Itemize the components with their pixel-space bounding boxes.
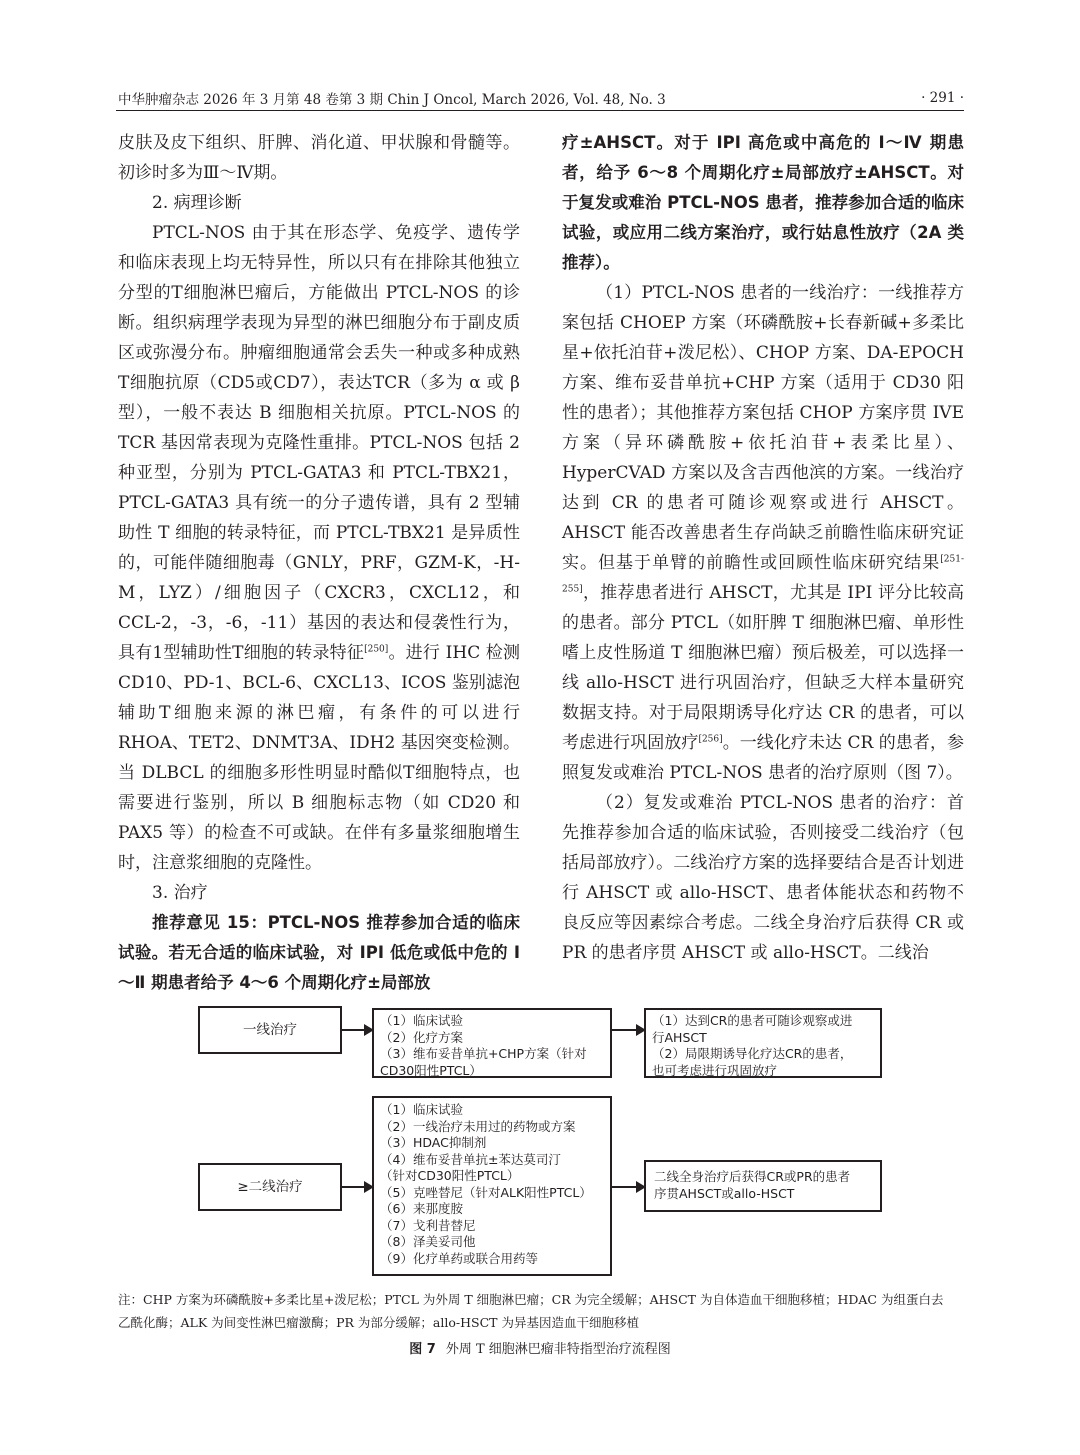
figure-caption (0, 1338, 1080, 1357)
section-heading-treatment: 3. 治疗 (152, 883, 208, 903)
recommendation-15: 推荐意见 15：PTCL-NOS 推荐参加合适的临床试验。若无合适的临床试验，对 IPI 低危或低中危的 Ⅰ～Ⅱ 期患者给予 4～6 个周期化疗±局部放 (118, 913, 520, 992)
page-number: · 291 · (921, 90, 964, 106)
arrow (612, 1186, 644, 1188)
figure-note: 注：CHP 方案为环磷酰胺+多柔比星+泼尼松；PTCL 为外周 T 细胞淋巴瘤；CR 为完全缓解；AHSCT 为自体造血干细胞移植；HDAC 为组蛋白去乙酰化酶；ALK 为间变性淋巴瘤激酶；PR 为部分缓解；allo-HSCT 为异基因造血干细胞移植 (118, 1292, 944, 1330)
second-line-label-box: ≥二线治疗 (198, 1163, 342, 1211)
citation: [250] (364, 644, 389, 655)
first-line-outcome-box: （1）达到CR的患者可随诊观察或进 行AHSCT （2）局限期诱导化疗达CR的患者， 也可考虑进行巩固放疗 (644, 1008, 882, 1078)
first-line-label-box: 一线治疗 (198, 1006, 342, 1054)
paragraph-first-line-treatment: （1）PTCL-NOS 患者的一线治疗：一线推荐方案包括 CHOEP 方案（环磷酰胺+长春新碱+多柔比星+依托泊苷+泼尼松）、CHOP 方案、DA-EPOCH 方案、维布妥昔单抗+CHP 方案（适用于 CD30 阳性的患者）；其他推荐方案包括 CHOP 方案序贯 IVE 方案（异环磷酰胺+依托泊苷+表柔比星）、HyperCVAD 方案以及含吉西他滨的方案。一线治疗达到 CR 的患者可随诊观察或进行 AHSCT。AHSCT 能否改善患者生存尚缺乏前瞻性临床研究证实。但基于单臂的前瞻性或回顾性临床研究结果[251-255]，推荐患者进行 AHSCT，尤其是 IPI 评分比较高的患者。部分 PTCL（如肝脾 T 细胞淋巴瘤、单形性嗜上皮性肠道 T 细胞淋巴瘤）预后极差，可以选择一线 allo-HSCT 进行巩固治疗，但缺乏大样本量研究数据支持。对于局限期诱导化疗达 CR 的患者，可以考虑进行巩固放疗[256]。一线化疗未达 CR 的患者，参照复发或难治 PTCL-NOS 患者的治疗原则（图 7）。 (562, 283, 965, 783)
citation: [256] (698, 734, 723, 745)
arrow (612, 1029, 644, 1031)
recommendation-15-continued: 疗±AHSCT。对于 IPI 高危或中高危的 Ⅰ～Ⅳ 期患者，给予 6～8 个周期化疗±局部放疗±AHSCT。对于复发或难治 PTCL-NOS 患者，推荐参加合适的临床试验，或应用二线方案治疗，或行姑息性放疗（2A 类推荐）。 (562, 133, 964, 272)
first-line-options-box: （1）临床试验 （2）化疗方案 （3）维布妥昔单抗+CHP方案（针对 CD30阳性PTCL） (372, 1008, 612, 1078)
paragraph: 皮肤及皮下组织、肝脾、消化道、甲状腺和骨髓等。初诊时多为Ⅲ～Ⅳ期。 (118, 133, 520, 183)
running-header (118, 86, 964, 110)
figure-title: 外周 T 细胞淋巴瘤非特指型治疗流程图 (445, 1342, 671, 1357)
arrow (342, 1029, 372, 1031)
paragraph-relapsed-treatment: （2）复发或难治 PTCL-NOS 患者的治疗：首先推荐参加合适的临床试验，否则接受二线治疗（包括局部放疗）。二线治疗方案的选择要结合是否计划进行 AHSCT 或 allo-HSCT、患者体能状态和药物不良反应等因素综合考虑。二线全身治疗后获得 CR 或 PR 的患者序贯 AHSCT 或 allo-HSCT。二线治 (562, 793, 964, 963)
arrow (342, 1186, 372, 1188)
citation: [251-255] (562, 554, 964, 595)
paragraph: PTCL-NOS 由于其在形态学、免疫学、遗传学和临床表现上均无特异性，所以只有在排除其他独立分型的T细胞淋巴瘤后，方能做出 PTCL-NOS 的诊断。组织病理学表现为异型的淋巴细胞分布于副皮质区或弥漫分布。肿瘤细胞通常会丢失一种或多种成熟T细胞抗原（CD5或CD7），表达TCR（多为 α 或 β 型），一般不表达 B 细胞相关抗原。PTCL-NOS 的 TCR 基因常表现为克隆性重排。PTCL-NOS 包括 2 种亚型，分别为 PTCL-GATA3 和 PTCL-TBX21，PTCL-GATA3 具有统一的分子遗传谱，具有 2 型辅助性 T 细胞的转录特征，而 PTCL-TBX21 是异质性的，可能伴随细胞毒（GNLY，PRF，GZM-K，-H-M，LYZ）/细胞因子（CXCR3，CXCL12，和 CCL-2，-3，-6，-11）基因的表达和侵袭性行为，具有1型辅助性T细胞的转录特征[250]。进行 IHC 检测 CD10、PD-1、BCL-6、CXCL13、ICOS 鉴别滤泡辅助T细胞来源的淋巴瘤，有条件的可以进行 RHOA、TET2、DNMT3A、IDH2 基因突变检测。当 DLBCL 的细胞多形性明显时酷似T细胞特点，也需要进行鉴别，所以 B 细胞标志物（如 CD20 和 PAX5 等）的检查不可或缺。在伴有多量浆细胞增生时，注意浆细胞的克隆性。 (118, 223, 520, 873)
section-heading-pathology: 2. 病理诊断 (152, 193, 242, 213)
figure-number: 图 7 (409, 1342, 436, 1357)
second-line-outcome-box: 二线全身治疗后获得CR或PR的患者 序贯AHSCT或allo-HSCT (644, 1160, 882, 1212)
journal-citation: 中华肿瘤杂志 2026 年 3 月第 48 卷第 3 期 Chin J Oncol, March 2026, Vol. 48, No. 3 (118, 92, 666, 108)
right-column (562, 128, 964, 968)
second-line-options-box: （1）临床试验 （2）一线治疗未用过的药物或方案 （3）HDAC抑制剂 （4）维布妥昔单抗±苯达莫司汀 （针对CD30阳性PTCL） （5）克唑替尼（针对ALK阳性PTCL） （6）来那度胺 （7）戈利昔替尼 （8）泽美妥司他 （9）化疗单药或联合用药等 (372, 1096, 612, 1276)
header-rule (116, 110, 964, 111)
left-column (118, 128, 520, 998)
